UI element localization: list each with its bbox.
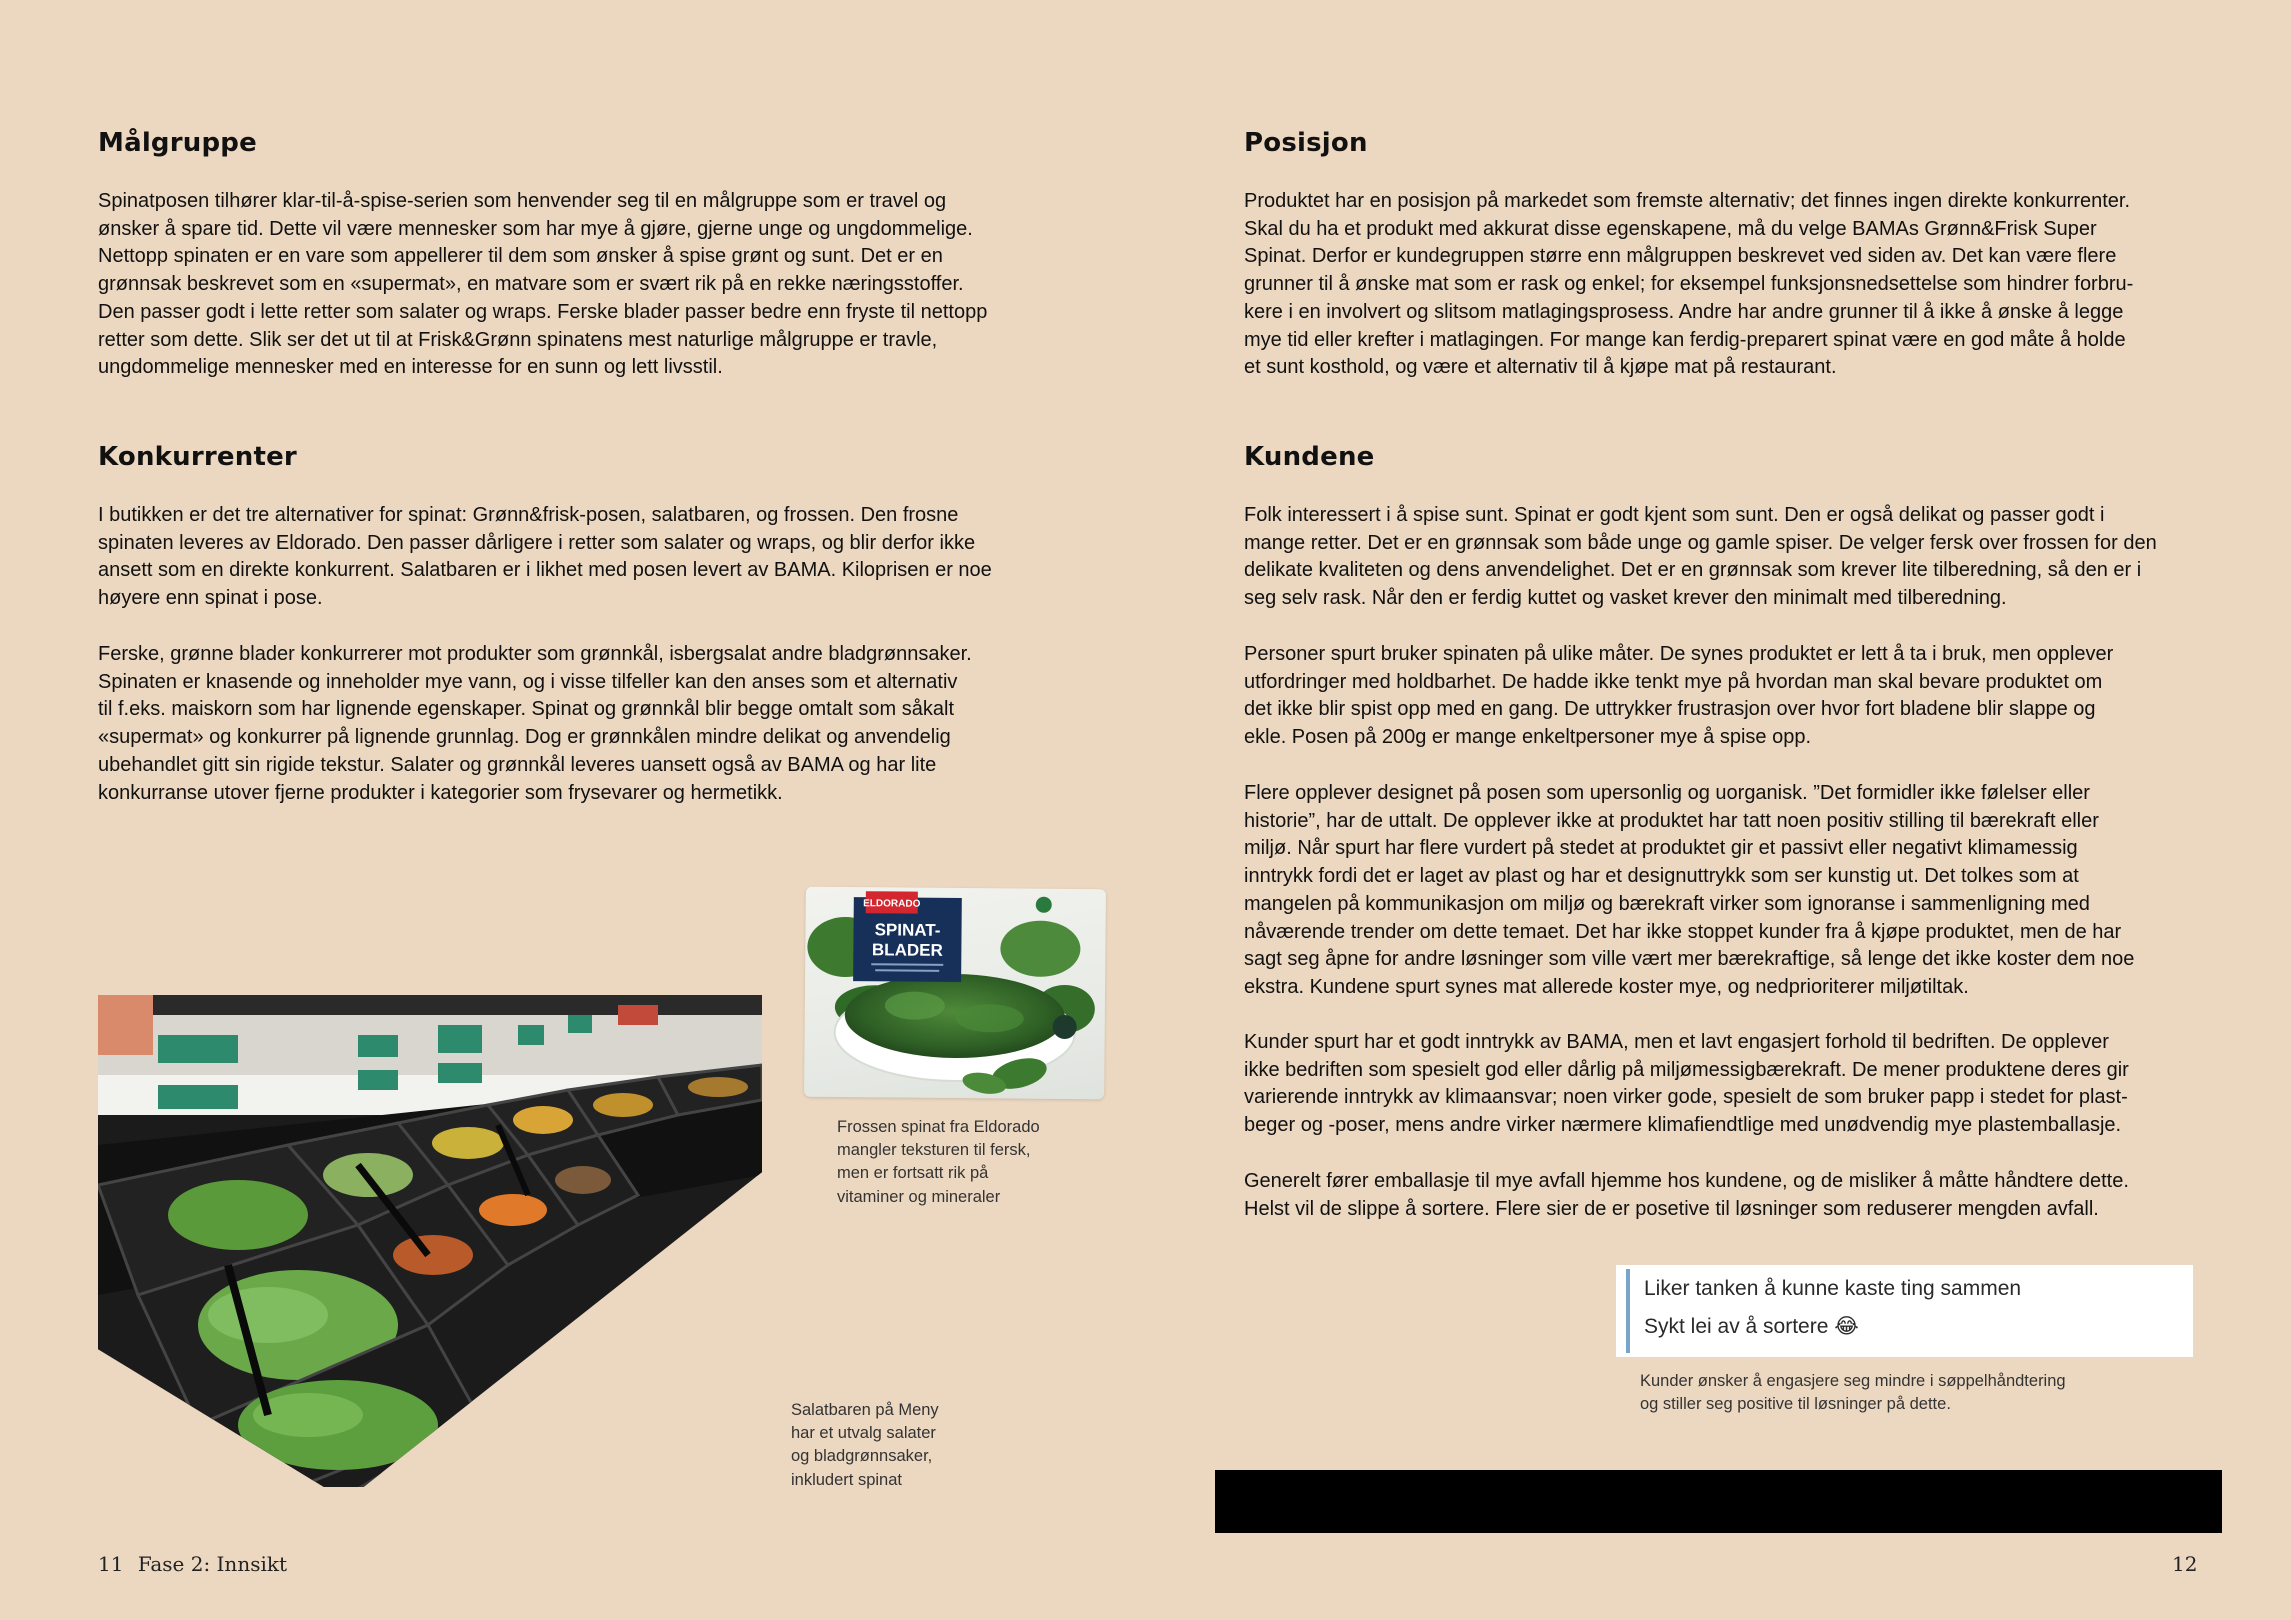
text-line: Salatbaren på Meny <box>791 1401 939 1419</box>
text-line: kere i en involvert og slitsom matlagingsprosess. Andre har andre grunner til å ikke å ønske å legge <box>1244 300 2124 323</box>
text-line: Kunder spurt har et godt inntrykk av BAMA, men et lavt engasjert forhold til bedriften. De opplever <box>1244 1031 2109 1053</box>
paragraph-kundene-1 <box>1244 502 2254 613</box>
paragraph-kundene-3 <box>1244 780 2254 1002</box>
quote-accent-bar <box>1626 1269 1630 1353</box>
text-line: Flere opplever designet på posen som upersonlig og uorganisk. ”Det formidler ikke følelser eller <box>1244 782 2090 804</box>
text-line: Kunder ønsker å engasjere seg mindre i søppelhåndtering <box>1640 1372 2066 1390</box>
paragraph-konkurrenter-2 <box>98 641 1108 807</box>
page-number-left: 11 <box>98 1552 124 1576</box>
text-line: nåværende trender om dette temaet. Det har ikke stoppet kunder fra å kjøpe produktet, men de har <box>1244 920 2122 943</box>
paragraph-kundene-4 <box>1244 1029 2254 1140</box>
salad-bar-photo <box>98 995 762 1487</box>
text-line: Nettopp spinaten er en vare som appellerer til dem som ønsker å spise grønt og sunt. Det er en <box>98 245 943 268</box>
text-line: konkurranse utover fjerne produkter i kategorier som frysevarer og hermetikk. <box>98 781 783 804</box>
text-line: høyere enn spinat i pose. <box>98 587 323 610</box>
text-line: Folk interessert i å spise sunt. Spinat er godt kjent som sunt. Den er også delikat og passer godt i <box>1244 504 2105 526</box>
text-line: retter som dette. Slik ser det ut til at Frisk&Grønn spinatens mest naturlige målgruppe er travle, <box>98 328 938 351</box>
text-line: historie”, har de uttalt. De opplever ikke at produktet har tatt noen positiv stilling til bærekraft eller <box>1244 809 2099 832</box>
text-line: utfordringer med holdbarhet. De hadde ikke tenkt mye på hvordan man skal bevare produktet om <box>1244 670 2103 693</box>
text-line: miljø. Når spurt har flere vurdert på stedet at produktet gir et passivt eller negativt klimamessig <box>1244 837 2078 860</box>
text-line: Den passer godt i lette retter som salater og wraps. Ferske blader passer bedre enn fryste til nettopp <box>98 300 988 323</box>
text-line: ubehandlet gitt sin rigide tekstur. Salater og grønnkål leveres uansett også av BAMA og har lite <box>98 753 937 776</box>
text-line: «supermat» og konkurrer på lignende grunnlag. Dog er grønnkålen mindre delikat og anvendelig <box>98 726 951 749</box>
text-line: Generelt fører emballasje til mye avfall hjemme hos kundene, og de misliker å måtte håndtere dette. <box>1244 1170 2129 1192</box>
heading-malgruppe: Målgruppe <box>98 128 257 158</box>
salad-bar-illustration <box>98 995 762 1487</box>
paragraph-kundene-2 <box>1244 641 2254 752</box>
footer-left <box>98 1552 287 1576</box>
text-line: Spinatposen tilhører klar-til-å-spise-serien som henvender seg til en målgruppe som er travel og <box>98 190 947 212</box>
text-line: mye tid eller krefter i matlagingen. For mange kan ferdig-preparert spinat være en god måte å holde <box>1244 328 2126 351</box>
text-line: Personer spurt bruker spinaten på ulike måter. De synes produktet er lett å ta i bruk, men opplever <box>1244 643 2114 665</box>
bag-brand: ELDORADO <box>863 898 921 910</box>
text-line: inkludert spinat <box>791 1470 902 1489</box>
text-line: Skal du ha et produkt med akkurat disse egenskapene, må du velge BAMAs Grønn&Frisk Super <box>1244 217 2097 240</box>
text-line: det ikke blir spist opp med en gang. De uttrykker frustrasjon over hvor fort bladene blir slappe og <box>1244 698 2096 721</box>
text-line: vitaminer og mineraler <box>837 1187 1001 1206</box>
text-line: spinaten leveres av Eldorado. Den passer dårligere i retter som salater og wraps, og blir derfor ikke <box>98 531 976 554</box>
text-line: Frossen spinat fra Eldorado <box>837 1118 1040 1136</box>
text-line: ekle. Posen på 200g er mange enkeltpersoner mye å spise opp. <box>1244 726 1812 749</box>
text-line: ekstra. Kundene spurt synes mat allerede koster mye, og nedprioriterer miljøtiltak. <box>1244 975 1969 998</box>
paragraph-malgruppe <box>98 188 1098 382</box>
text-line: til f.eks. maiskorn som har lignende egenskaper. Spinat og grønnkål blir begge omtalt som såkalt <box>98 698 954 721</box>
page-number-right: 12 <box>2172 1552 2198 1576</box>
text-line: I butikken er det tre alternativer for spinat: Grønn&frisk-posen, salatbaren, og frossen. Den frosne <box>98 504 959 526</box>
text-line: Spinat. Derfor er kundegruppen større enn målgruppen beskrevet ved siden av. Det kan være flere <box>1244 245 2117 268</box>
text-line: Produktet har en posisjon på markedet som fremste alternativ; det finnes ingen direkte konkurrenter. <box>1244 190 2131 212</box>
text-line: har et utvalg salater <box>791 1424 936 1443</box>
text-line: og bladgrønnsaker, <box>791 1447 933 1466</box>
caption-quotes <box>1640 1370 2066 1416</box>
text-line: beger og -poser, mens andre virker nærmere klimafiendtlige med unødvendig mye plastemballasje. <box>1244 1114 2122 1137</box>
heading-posisjon: Posisjon <box>1244 128 1368 158</box>
quote-line-2: Sykt lei av å sortere 😂 <box>1644 1315 1859 1338</box>
paragraph-kundene-5 <box>1244 1168 2254 1223</box>
section-title: Fase 2: Innsikt <box>137 1552 288 1576</box>
text-line: delikate kvaliteten og dens anvendelighet. Det er en grønnsak som krever lite tilberedning, så den er i <box>1244 559 2142 582</box>
text-line: ansett som en direkte konkurrent. Salatbaren er i likhet med posen levert av BAMA. Kiloprisen er noe <box>98 559 992 582</box>
text-line: Ferske, grønne blader konkurrerer mot produkter som grønnkål, isbergsalat andre bladgrønnsaker. <box>98 643 972 665</box>
text-line: Helst vil de slippe å sortere. Flere sier de er posetive til løsninger som reduserer mengden avfall. <box>1244 1197 2099 1220</box>
text-line: ønsker å spare tid. Dette vil være mennesker som har mye å gjøre, gjerne unge og ungdommelige. <box>98 217 973 240</box>
text-line: og stiller seg positive til løsninger på dette. <box>1640 1395 1951 1414</box>
bag-title-2: BLADER <box>871 940 943 960</box>
text-line: grønnsak beskrevet som en «supermat», en matvare som er svært rik på en rekke næringsstoffer. <box>98 273 964 296</box>
quote-line-1: Liker tanken å kunne kaste ting sammen <box>1644 1277 2022 1300</box>
frozen-spinach-bag-photo <box>804 887 1106 1100</box>
text-line: mangelen på kommunikasjon om miljø og bærekraft virker som ignoranse i sammenligning med <box>1244 892 2090 915</box>
customer-quotes-box <box>1616 1265 2193 1357</box>
text-line: men er fortsatt rik på <box>837 1164 989 1183</box>
redaction-bar <box>1215 1470 2222 1533</box>
text-line: inntrykk fordi det er laget av plast og har et designuttrykk som ser kunstig ut. Det tolkes som at <box>1244 865 2079 888</box>
text-line: et sunt kosthold, og være et alternativ til å kjøpe mat på restaurant. <box>1244 356 1837 379</box>
caption-frozen-spinach <box>837 1116 1040 1209</box>
heading-kundene: Kundene <box>1244 442 1375 472</box>
text-line: ungdommelige mennesker med en interesse for en sunn og lett livsstil. <box>98 356 723 379</box>
paragraph-konkurrenter-1 <box>98 502 1108 613</box>
caption-salad-bar <box>791 1399 939 1492</box>
text-line: mangler teksturen til fersk, <box>837 1141 1031 1160</box>
text-line: grunner til å ønske mat som er rask og enkel; for eksempel funksjonsnedsettelse som hindrer forbru- <box>1244 273 2134 296</box>
text-line: ikke bedriften som spesielt god eller dårlig på miljømessigbærekraft. De mener produktene deres gir <box>1244 1058 2129 1081</box>
bag-title-1: SPINAT- <box>874 920 941 940</box>
text-line: Spinaten er knasende og inneholder mye vann, og i visse tilfeller kan den anses som et alternativ <box>98 670 958 693</box>
spinach-bag-illustration <box>804 887 1106 1100</box>
text-line: mange retter. Det er en grønnsak som både unge og gamle spiser. De velger fersk over frossen for den <box>1244 531 2157 554</box>
heading-konkurrenter: Konkurrenter <box>98 442 297 472</box>
text-line: sagt seg åpne for andre løsninger som ville vært mer bærekraftige, så lenge det ikke koster dem noe <box>1244 948 2135 971</box>
text-line: seg selv rask. Når den er ferdig kuttet og vasket krever den minimalt med tilberedning. <box>1244 587 2007 610</box>
paragraph-posisjon <box>1244 188 2254 382</box>
text-line: varierende inntrykk av klimaansvar; noen virker gode, spesielt de som bruker papp i stedet for plast- <box>1244 1086 2128 1109</box>
